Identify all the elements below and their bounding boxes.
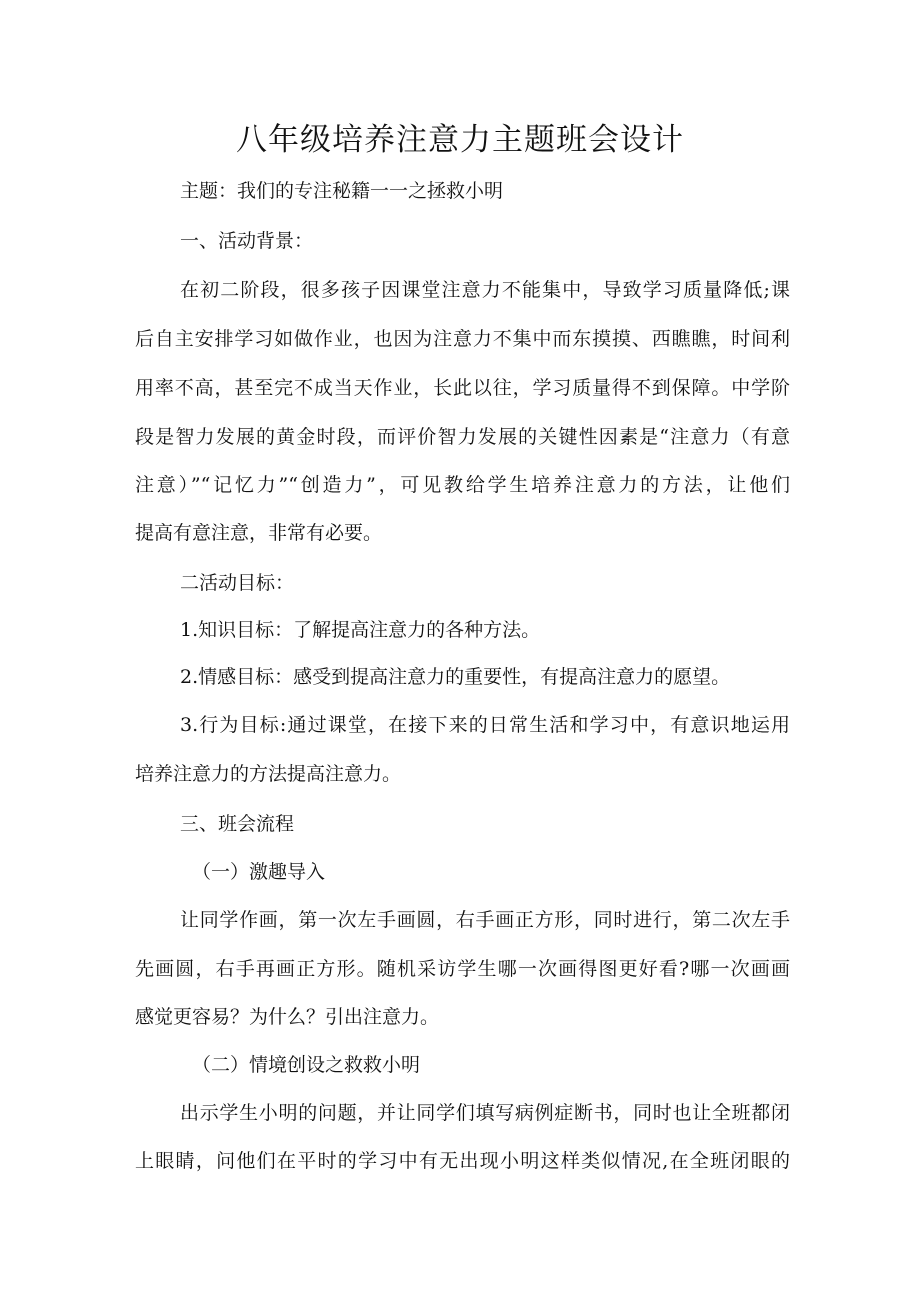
step-intro-line: 让同学作画，第一次左手画圆，右手画正方形，同时进行，第二次左手 bbox=[180, 909, 790, 931]
goal-emotion: 2.情感目标：感受到提高注意力的重要性，有提高注意力的愿望。 bbox=[180, 666, 731, 688]
section-heading-process: 三、班会流程 bbox=[180, 813, 295, 835]
document-title: 八年级培养注意力主题班会设计 bbox=[236, 122, 684, 158]
step-scenario-line: 上眼睛，问他们在平时的学习中有无出现小明这样类似情况,在全班闭眼的 bbox=[135, 1150, 790, 1172]
background-paragraph-line: 用率不高，甚至完不成当天作业，长此以往，学习质量得不到保障。中学阶 bbox=[135, 377, 790, 399]
goal-behavior-line: 培养注意力的方法提高注意力。 bbox=[135, 763, 402, 785]
background-paragraph-line: 后自主安排学习如做作业，也因为注意力不集中而东摸摸、西瞧瞧，时间利 bbox=[135, 328, 790, 350]
section-heading-goals: 二活动目标： bbox=[180, 572, 295, 594]
step-intro-line: 先画圆，右手再画正方形。随机采访学生哪一次画得图更好看?哪一次画画 bbox=[135, 958, 790, 980]
goal-knowledge: 1.知识目标：了解提高注意力的各种方法。 bbox=[180, 619, 541, 641]
section-heading-background: 一、活动背景： bbox=[180, 230, 314, 252]
background-paragraph-line: 提高有意注意，非常有必要。 bbox=[135, 522, 383, 544]
step-intro-line: 感觉更容易？为什么？引出注意力。 bbox=[135, 1006, 440, 1028]
goal-behavior-line: 3.行为目标:通过课堂，在接下来的日常生活和学习中，有意识地运用 bbox=[180, 714, 790, 736]
step-heading-scenario: （二）情境创设之救救小明 bbox=[192, 1054, 421, 1076]
background-paragraph-line: 段是智力发展的黄金时段，而评价智力发展的关键性因素是“注意力（有意 bbox=[135, 426, 790, 448]
background-paragraph-line: 注意）”“记忆力”“创造力”，可见教给学生培养注意力的方法，让他们 bbox=[135, 474, 790, 496]
theme-line: 主题：我们的专注秘籍一一之拯救小明 bbox=[180, 180, 504, 202]
step-scenario-line: 出示学生小明的问题，并让同学们填写病例症断书，同时也让全班都闭 bbox=[180, 1102, 790, 1124]
step-heading-intro: （一）激趣导入 bbox=[192, 861, 326, 883]
background-paragraph-line: 在初二阶段，很多孩子因课堂注意力不能集中，导致学习质量降低;课 bbox=[180, 279, 790, 301]
